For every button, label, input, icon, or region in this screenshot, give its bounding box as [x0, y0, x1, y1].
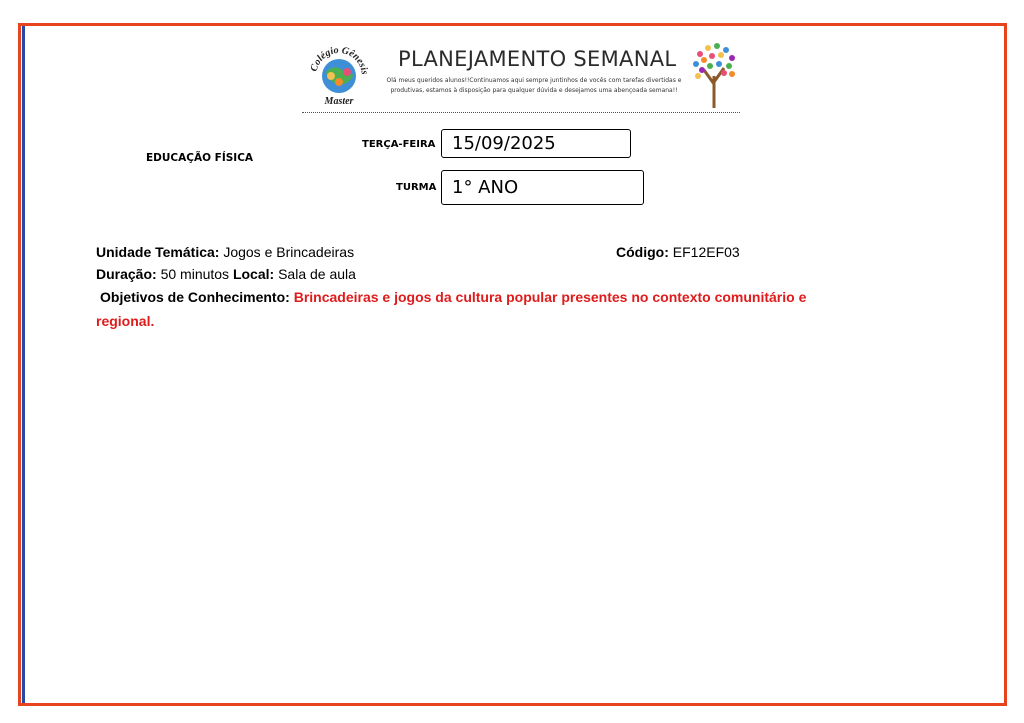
code-line: [616, 244, 740, 260]
objectives-label: Objetivos de Conhecimento:: [100, 289, 290, 305]
date-value: 15/09/2025: [452, 133, 556, 154]
objectives-line: [100, 289, 806, 305]
school-logo: [304, 42, 374, 110]
duration-label: Duração:: [96, 266, 157, 282]
objectives-value-continued: regional.: [96, 313, 155, 329]
unit-line: [96, 244, 354, 260]
unit-value: Jogos e Brincadeiras: [223, 244, 355, 260]
class-value: 1° ANO: [452, 177, 519, 198]
logo-text-bottom: Master: [324, 96, 354, 107]
page-title: PLANEJAMENTO SEMANAL: [398, 47, 677, 71]
date-field: [441, 129, 631, 158]
logo-text-top: Colégio Gênesis: [308, 44, 370, 76]
header-divider: [302, 112, 740, 113]
objectives-value: Brincadeiras e jogos da cultura popular presentes no contexto comunitário e: [293, 289, 807, 305]
code-value: EF12EF03: [672, 244, 740, 260]
day-label: TERÇA-FEIRA: [362, 139, 436, 150]
class-label: TURMA: [396, 182, 437, 193]
header-message: Olá meus queridos alunos!!Continuamos aqui sempre juntinhos de vocês com tarefas divertidas e produtivas, estamos à disposição para qualquer dúvida e desejamos uma abençoada semana!!: [386, 77, 682, 94]
place-label: Local:: [232, 266, 275, 282]
duration-line: [96, 266, 356, 282]
subject-label: EDUCAÇÃO FÍSICA: [146, 152, 254, 164]
page-border-accent: [22, 26, 25, 703]
class-field: [441, 170, 644, 205]
unit-label: Unidade Temática:: [96, 244, 220, 260]
tree-icon: [690, 40, 738, 110]
duration-value: 50 minutos: [160, 266, 230, 282]
place-value: Sala de aula: [278, 266, 356, 282]
objectives-line-2: [96, 313, 154, 329]
code-label: Código:: [616, 244, 669, 260]
page-border: [18, 23, 1007, 706]
